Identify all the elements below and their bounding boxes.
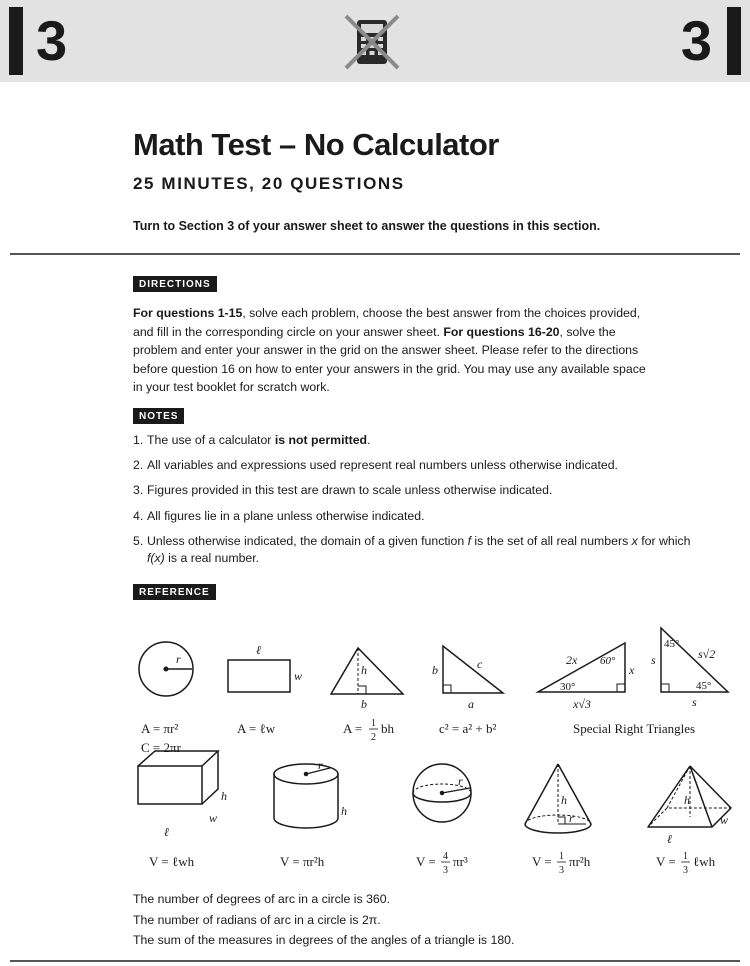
triangle-label-b: b xyxy=(361,697,367,711)
right-triangle-label-c: c xyxy=(477,657,483,671)
box-volume-formula: V = ℓwh xyxy=(149,854,195,869)
box-label-l: ℓ xyxy=(164,825,169,839)
cone-figure xyxy=(525,764,591,833)
directions-q1-text: , solve each problem, choose the best answer from the choices provided, and fill in the corresponding circle on your answer sheet. xyxy=(133,306,641,339)
box-label-h: h xyxy=(221,789,227,803)
fraction-denominator: 3 xyxy=(443,865,448,876)
note-text-end: . xyxy=(367,433,371,447)
note-text: All figures lie in a plane unless otherwise indicated. xyxy=(147,508,425,523)
reference-label: REFERENCE xyxy=(133,584,216,600)
cone-label-h: h xyxy=(561,793,567,807)
right-triangle-label-a: a xyxy=(468,697,474,711)
rect-label-l: ℓ xyxy=(256,643,261,657)
pythagorean-formula: c² = a² + b² xyxy=(439,721,497,736)
turn-to-instruction: Turn to Section 3 of your answer sheet to answer the questions in this section. xyxy=(133,219,601,233)
fraction-numerator: 1 xyxy=(371,718,376,729)
sphere-volume-formula xyxy=(416,851,468,876)
cylinder-label-h: h xyxy=(341,804,347,818)
note-number: 3. xyxy=(133,483,144,498)
pyramid-label-h: h xyxy=(684,793,690,807)
note-item xyxy=(133,457,703,474)
directions-text xyxy=(133,304,653,397)
pyramid-volume-formula xyxy=(656,851,716,876)
directions-label: DIRECTIONS xyxy=(133,276,217,292)
formula-prefix: V = xyxy=(656,854,676,869)
header-bar-right xyxy=(727,7,741,75)
tri30-label-30: 30° xyxy=(560,681,576,693)
cylinder-volume-formula: V = πr²h xyxy=(280,854,325,869)
note-text: for which xyxy=(637,533,691,548)
circle-circumference-formula: C = 2πr xyxy=(141,740,181,755)
divider-top xyxy=(10,253,740,255)
tri30-label-60: 60° xyxy=(600,655,616,667)
notes-list xyxy=(133,432,703,575)
right-triangle-figure xyxy=(443,646,503,693)
no-calculator-icon xyxy=(342,12,402,72)
fraction-numerator: 1 xyxy=(683,851,688,862)
note-text: Figures provided in this test are drawn to scale unless otherwise indicated. xyxy=(147,483,553,498)
rectangle-figure xyxy=(228,660,290,692)
pyramid-label-l: ℓ xyxy=(667,832,672,846)
triangle-label-h: h xyxy=(361,663,367,677)
formula-prefix: V = xyxy=(416,854,436,869)
tri30-label-2x: 2x xyxy=(566,653,578,667)
fraction-denominator: 2 xyxy=(371,732,376,743)
directions-q1-range: For questions 1-15 xyxy=(133,306,243,320)
cylinder-label-r: r xyxy=(318,758,323,772)
triangle-figure xyxy=(331,648,403,694)
circle-label-r: r xyxy=(176,652,181,666)
fact-triangle-sum: The sum of the measures in degrees of the angles of a triangle is 180. xyxy=(133,933,515,947)
note-number: 2. xyxy=(133,458,144,473)
header-bar-left xyxy=(9,7,23,75)
formula-suffix: bh xyxy=(381,721,394,736)
tri30-label-xr3: x√3 xyxy=(573,697,591,711)
cone-volume-formula xyxy=(532,851,591,876)
note-text: All variables and expressions used represent real numbers unless otherwise indicated. xyxy=(147,458,618,473)
circle-area-formula: A = πr² xyxy=(141,721,179,736)
note-number: 1. xyxy=(133,433,144,447)
note-text: The use of a calculator xyxy=(147,433,275,447)
sphere-label-r: r xyxy=(458,774,463,788)
note-item xyxy=(133,432,703,449)
note-var-x: x xyxy=(631,533,638,548)
rect-label-w: w xyxy=(294,669,303,683)
directions-q2-range: For questions 16-20 xyxy=(443,324,560,339)
reference-facts xyxy=(133,889,514,951)
note-text: is a real number. xyxy=(164,550,260,565)
note-item xyxy=(133,482,703,499)
pyramid-label-w: w xyxy=(720,813,729,827)
fact-radians: The number of radians of arc in a circle is 2π. xyxy=(133,912,381,927)
notes-label: NOTES xyxy=(133,408,184,424)
section-number-left: 3 xyxy=(36,9,68,72)
page-subtitle: 25 MINUTES, 20 QUESTIONS xyxy=(133,174,405,193)
tri30-label-x: x xyxy=(629,663,635,677)
note-bold-text: is not permitted xyxy=(274,433,368,447)
formula-suffix: ℓwh xyxy=(693,854,716,869)
formula-prefix: A = xyxy=(343,721,363,736)
special-triangles-caption: Special Right Triangles xyxy=(573,721,696,736)
right-triangle-label-b: b xyxy=(432,663,438,677)
fraction-numerator: 1 xyxy=(559,851,564,862)
note-number: 4. xyxy=(133,508,144,523)
tri45-label-sr2: s√2 xyxy=(698,647,716,661)
special-triangle-30-60-90 xyxy=(538,643,625,692)
note-var-fx: f(x) xyxy=(147,550,165,565)
divider-bottom xyxy=(10,960,740,962)
tri45-label-45-top: 45° xyxy=(664,638,680,650)
tri45-label-s-bottom: s xyxy=(692,695,697,709)
fraction-denominator: 3 xyxy=(559,865,564,876)
formula-suffix: πr²h xyxy=(569,854,591,869)
tri45-label-s-left: s xyxy=(651,653,656,667)
cone-label-r: r xyxy=(569,811,574,825)
reference-figures xyxy=(0,610,750,880)
section-header xyxy=(0,0,750,82)
page-title: Math Test – No Calculator xyxy=(133,127,499,162)
fraction-numerator: 4 xyxy=(443,851,448,862)
formula-suffix: πr³ xyxy=(453,854,468,869)
box-figure xyxy=(138,751,218,804)
note-item xyxy=(133,508,703,525)
formula-prefix: V = xyxy=(532,854,552,869)
sphere-figure xyxy=(413,764,471,822)
section-number-right: 3 xyxy=(680,9,712,72)
note-text: is the set of all real numbers xyxy=(471,533,632,548)
directions-q2-text: , solve the problem and enter your answer in the grid on the answer sheet. Please refer to the directions before question 16 on how to enter your answers in the grid. You may use any available space in your test booklet for scratch work. xyxy=(133,324,646,395)
rect-area-formula: A = ℓw xyxy=(237,721,276,736)
tri45-label-45-bottom: 45° xyxy=(696,680,712,692)
note-var-f: f xyxy=(467,533,472,548)
fraction-denominator: 3 xyxy=(683,865,688,876)
box-label-w: w xyxy=(209,811,218,825)
note-item xyxy=(133,533,703,567)
note-number: 5. xyxy=(133,533,144,548)
note-text: Unless otherwise indicated, the domain of a given function xyxy=(147,533,468,548)
fact-degrees: The number of degrees of arc in a circle is 360. xyxy=(133,892,390,906)
cylinder-figure xyxy=(274,764,338,828)
triangle-area-formula xyxy=(343,718,395,743)
circle-figure xyxy=(139,642,193,696)
